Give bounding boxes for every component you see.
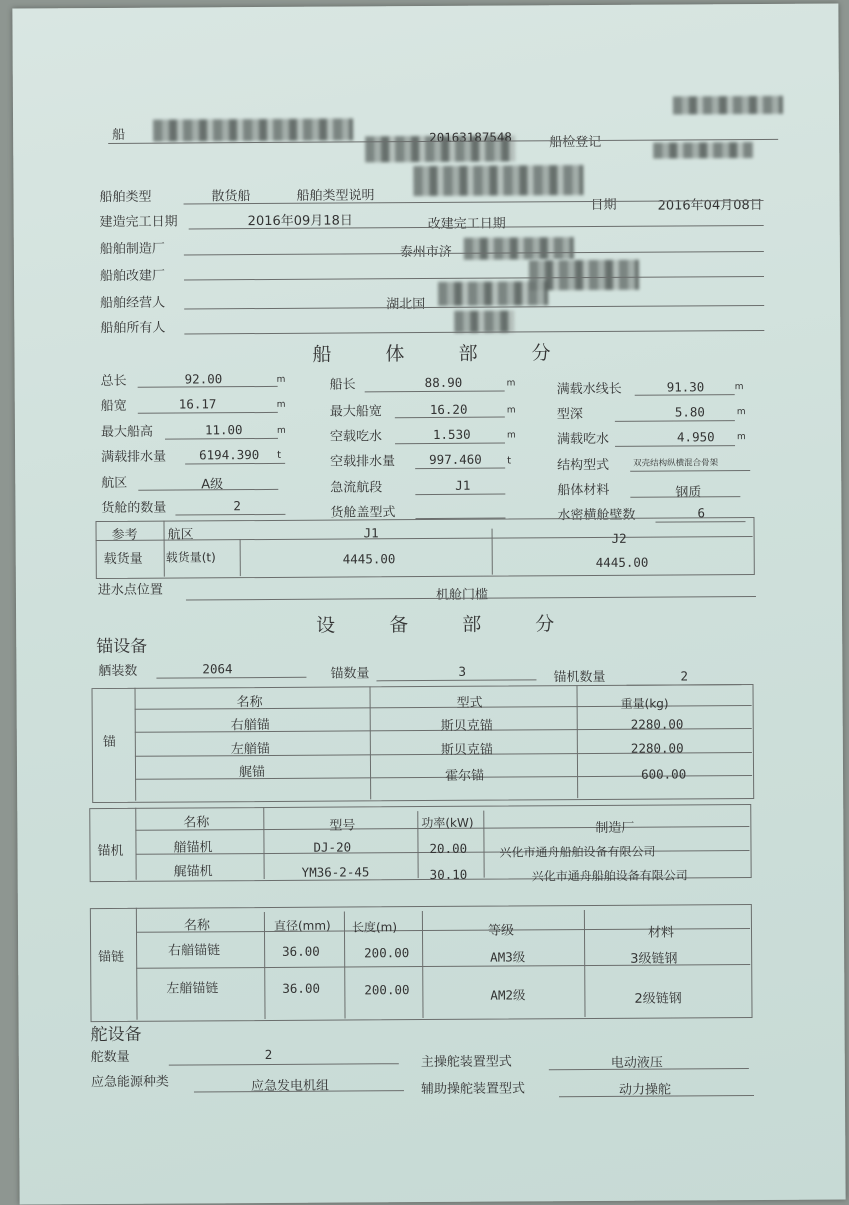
fwl-label: 满载水线长: [556, 381, 622, 398]
fwl-value: 91.30: [666, 379, 705, 395]
lightdisp-value: 997.460: [429, 451, 482, 467]
cover-label: 货舱盖型式: [330, 505, 396, 521]
chain-row-grade: AM3级: [490, 949, 526, 965]
anchor-header-type: 型式: [456, 695, 483, 711]
holds-value: 2: [233, 498, 241, 514]
bulkhead-value: 6: [697, 505, 706, 521]
chain-row-name: 右艏锚链: [168, 943, 221, 959]
rudder-count-label: 舵数量: [90, 1049, 130, 1066]
operator-value: 湖北国: [386, 297, 426, 313]
anchor-row-name: 艉锚: [238, 765, 266, 781]
outfit-label: 舾装数: [98, 663, 138, 680]
lightdisp-unit: t: [507, 455, 512, 467]
operator-label: 船舶经营人: [100, 295, 166, 312]
breadth-value: 16.17: [178, 396, 217, 412]
cargo-j2: 4445.00: [595, 554, 649, 570]
chain-header-material: 材料: [647, 925, 675, 941]
height-value: 11.00: [204, 422, 243, 438]
holds-label: 货舱的数量: [101, 500, 167, 516]
rudder-count-value: 2: [264, 1046, 273, 1063]
rebuilder-label: 船舶改建厂: [99, 268, 166, 285]
depth-label: 型深: [556, 407, 583, 423]
windlass-header-power: 功率(kW): [421, 815, 474, 831]
date-label: 日期: [590, 197, 617, 214]
flood-label: 进水点位置: [97, 582, 163, 599]
redacted-block: [673, 96, 783, 115]
windlass-row-maker: 兴化市通舟船舶设备有限公司: [531, 868, 688, 884]
windlass-count-label: 锚机数量: [553, 669, 606, 686]
ship-type-value: 散货船: [211, 189, 251, 205]
owner-label: 船舶所有人: [100, 320, 166, 337]
rebuild-date-label: 改建完工日期: [427, 216, 506, 233]
ship-type-desc-label: 船舶类型说明: [296, 188, 375, 204]
builder-label: 船舶制造厂: [99, 241, 165, 258]
length-label: 船长: [329, 377, 356, 393]
material-label: 船体材料: [557, 482, 610, 499]
windlass-row-maker: 兴化市通舟船舶设备有限公司: [499, 844, 656, 860]
area2-label: 航区: [167, 527, 194, 543]
breadth-unit: m: [276, 399, 286, 410]
chain-header-len: 长度(m): [351, 920, 398, 935]
depth-value: 5.80: [674, 404, 705, 420]
depth-unit: m: [736, 407, 746, 418]
cargo-label: 载货量: [103, 551, 143, 567]
maxbreadth-unit: m: [506, 405, 516, 416]
length-value: 88.90: [424, 374, 463, 391]
loa-label: 总长: [100, 373, 127, 390]
redacted-ship-name: [153, 118, 353, 141]
maxbreadth-label: 最大船宽: [329, 404, 382, 420]
windlass-row-power: 20.00: [429, 840, 468, 857]
emergency-label: 应急能源种类: [90, 1074, 169, 1091]
fwl-unit: m: [734, 382, 744, 393]
emergency-value: 应急发电机组: [250, 1078, 330, 1095]
chain-group-label: 锚链: [98, 949, 125, 966]
date-value: 2016年04月08日: [657, 197, 763, 214]
j2-header: J2: [611, 530, 627, 546]
fulldisp-unit: t: [277, 449, 282, 461]
loa-value: 92.00: [184, 371, 223, 387]
material-value: 钢质: [675, 485, 702, 501]
anchor-row-name: 右艏锚: [230, 717, 270, 734]
chain-row-grade: AM2级: [490, 987, 526, 1003]
chain-row-material: 2级链钢: [634, 991, 682, 1007]
anchor-row-weight: 600.00: [640, 766, 687, 782]
anchor-equipment-title: 锚设备: [96, 636, 148, 658]
anchor-row-weight: 2280.00: [630, 740, 684, 756]
build-date-label: 建造完工日期: [99, 214, 178, 231]
anchor-row-name: 左艏锚: [230, 741, 270, 758]
equipment-section-title: 设 备 部 分: [316, 613, 557, 637]
chain-row-len: 200.00: [364, 945, 410, 961]
lightdraft-unit: m: [506, 430, 516, 441]
windlass-row-name: 艏锚机: [173, 840, 213, 856]
chain-header-grade: 等级: [487, 923, 515, 939]
flood-value: 机舱门槛: [435, 587, 489, 603]
redacted-block: [438, 281, 548, 306]
cargo-unit-label: 载货量(t): [165, 550, 216, 565]
windlass-count-value: 2: [680, 668, 689, 684]
height-label: 最大船高: [100, 424, 154, 441]
rudder-equipment-title: 舵设备: [90, 1024, 142, 1046]
fulldraft-label: 满载吃水: [556, 431, 610, 448]
anchor-row-weight: 2280.00: [630, 716, 684, 732]
aux-steer-label: 辅助操舵装置型式: [420, 1081, 526, 1098]
bulkhead-label: 水密横舱壁数: [557, 507, 636, 524]
lightdraft-value: 1.530: [432, 426, 471, 442]
fulldraft-value: 4.950: [676, 429, 715, 445]
main-steer-value: 电动液压: [610, 1055, 663, 1071]
anchor-header-name: 名称: [236, 695, 263, 711]
windlass-header-model: 型号: [329, 818, 356, 834]
length-unit: m: [506, 378, 516, 389]
fulldraft-unit: m: [736, 432, 746, 443]
main-steer-label: 主操舵装置型式: [420, 1054, 512, 1071]
anchor-row-type: 霍尔锚: [445, 768, 485, 784]
registration-code: 20163187548: [429, 129, 512, 145]
j1-header: J1: [363, 525, 379, 541]
windlass-row-model: YM36-2-45: [301, 864, 370, 880]
document-page: [12, 3, 845, 1204]
outfit-value: 2064: [202, 661, 233, 677]
rapid-value: J1: [455, 477, 471, 493]
area-label: 航区: [101, 475, 128, 491]
anchor-count-value: 3: [458, 663, 466, 679]
anchor-header-weight: 重量(kg): [620, 696, 669, 711]
builder-value: 泰州市济: [399, 244, 452, 261]
chain-row-dia: 36.00: [282, 943, 320, 959]
height-unit: m: [276, 425, 286, 436]
breadth-label: 船宽: [100, 398, 127, 415]
fulldisp-label: 满载排水量: [101, 449, 167, 466]
windlass-header-name: 名称: [183, 815, 210, 831]
anchor-row-type: 斯贝克锚: [440, 718, 493, 734]
chain-header-name: 名称: [183, 918, 211, 934]
redacted-block: [454, 310, 514, 332]
structure-value: 双壳结构纵横混合骨架: [633, 458, 719, 469]
chain-row-material: 3级链钢: [630, 951, 678, 967]
anchor-row-type: 斯贝克锚: [440, 742, 493, 758]
area-value: A级: [201, 477, 224, 493]
cargo-j1: 4445.00: [342, 551, 396, 567]
ship-name-label: 船: [112, 127, 126, 143]
rapid-label: 急流航段: [330, 480, 383, 496]
aux-steer-value: 动力操舵: [618, 1082, 672, 1098]
chain-header-dia: 直径(mm): [273, 918, 331, 933]
structure-label: 结构型式: [557, 457, 610, 474]
anchor-group-label: 锚: [102, 734, 116, 750]
windlass-group-label: 锚机: [97, 843, 124, 860]
loa-unit: m: [276, 374, 286, 385]
chain-row-dia: 36.00: [282, 980, 321, 996]
build-date-value: 2016年09月18日: [247, 213, 353, 230]
hull-section-title: 船 体 部 分: [312, 342, 553, 366]
ship-type-label: 船舶类型: [99, 189, 152, 206]
ref-label: 参考: [111, 527, 138, 543]
redacted-block: [653, 142, 753, 159]
fulldisp-value: 6194.390: [199, 447, 260, 463]
windlass-row-name: 艉锚机: [173, 864, 213, 880]
redacted-block: [464, 237, 574, 260]
chain-row-len: 200.00: [364, 982, 410, 998]
inspection-label: 船检登记: [549, 134, 602, 151]
lightdraft-label: 空载吃水: [329, 429, 383, 445]
maxbreadth-value: 16.20: [429, 401, 468, 417]
chain-row-name: 左艏锚链: [166, 981, 219, 997]
windlass-row-power: 30.10: [429, 866, 468, 883]
windlass-header-maker: 制造厂: [595, 820, 635, 836]
lightdisp-label: 空载排水量: [330, 454, 396, 470]
anchor-count-label: 锚数量: [330, 666, 370, 682]
windlass-row-model: DJ-20: [313, 839, 352, 855]
redacted-block: [413, 165, 583, 196]
